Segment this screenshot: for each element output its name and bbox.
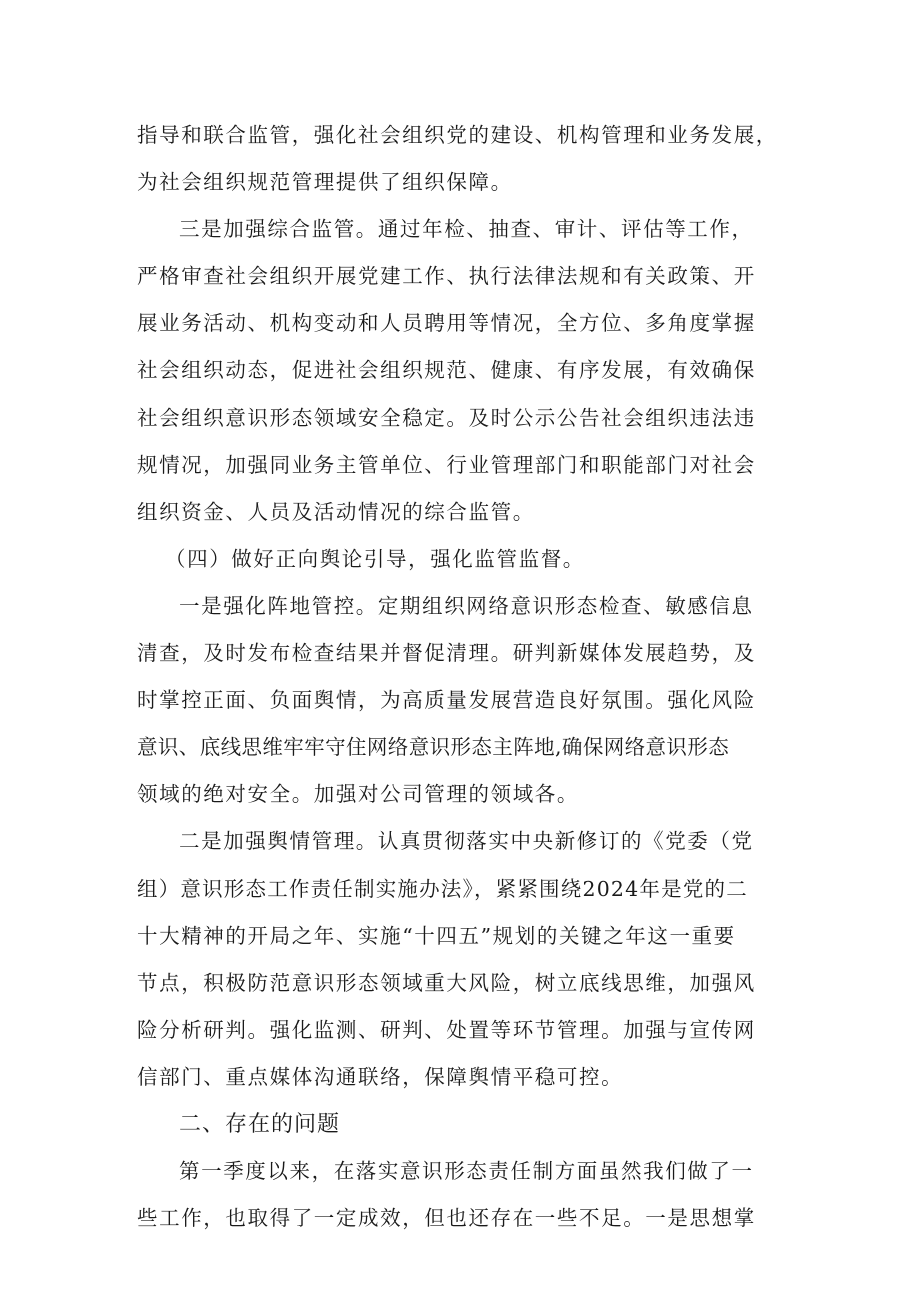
body-text [137,112,787,1242]
text-line: 险分析研判。强化监测、研判、处置等环节管理。加强与宣传网 [137,1017,756,1042]
text-line: 三是加强综合监管。通过年检、抽查、审计、评估等工作， [179,217,754,242]
text-line: 节点，积极防范意识形态领域重大风险，树立底线思维，加强风 [137,970,756,995]
text-line: 意识、底线思维牢牢守住网络意识形态主阵地,确保网络意识形态 [137,735,730,760]
text-line: 十大精神的开局之年、实施“十四五”规划的关键之年这一重要 [137,923,736,948]
text-line: 社会组织意识形态领域安全稳定。及时公示公告社会组织违法违 [137,405,756,430]
text-line: 一是强化阵地管控。定期组织网络意识形态检查、敏感信息 [179,593,754,618]
text-line: 第一季度以来，在落实意识形态责任制方面虽然我们做了一 [179,1159,754,1184]
text-line: 二是加强舆情管理。认真贯彻落实中央新修订的《党委（党 [179,829,754,854]
section-heading: 二、存在的问题 [179,1111,341,1137]
text-line: 为社会组织规范管理提供了组织保障。 [137,170,513,195]
text-line: 严格审查社会组织开展党建工作、执行法律法规和有关政策、开 [137,264,756,289]
text-line: 些工作，也取得了一定成效，但也还存在一些不足。一是思想掌 [137,1206,756,1231]
text-line: 时掌控正面、负面舆情，为高质量发展营造良好氛围。强化风险 [137,688,756,713]
text-line: 领域的绝对安全。加强对公司管理的领域各。 [137,782,579,807]
section-subheading: （四）做好正向舆论引导，强化监管监督。 [165,546,585,571]
text-line: 组织资金、人员及活动情况的综合监管。 [137,499,535,524]
text-line: 展业务活动、机构变动和人员聘用等情况，全方位、多角度掌握 [137,311,756,336]
text-line: 清查，及时发布检查结果并督促清理。研判新媒体发展趋势，及 [137,641,756,666]
text-line: 信部门、重点媒体沟通联络，保障舆情平稳可控。 [137,1064,624,1089]
text-line: 指导和联合监管，强化社会组织党的建设、机构管理和业务发展， [137,123,778,147]
text-line: 组）意识形态工作责任制实施办法》，紧紧围绕2024年是党的二 [137,876,748,901]
text-line: 社会组织动态，促进社会组织规范、健康、有序发展，有效确保 [137,358,756,383]
text-line: 规情况，加强同业务主管单位、行业管理部门和职能部门对社会 [137,452,756,477]
